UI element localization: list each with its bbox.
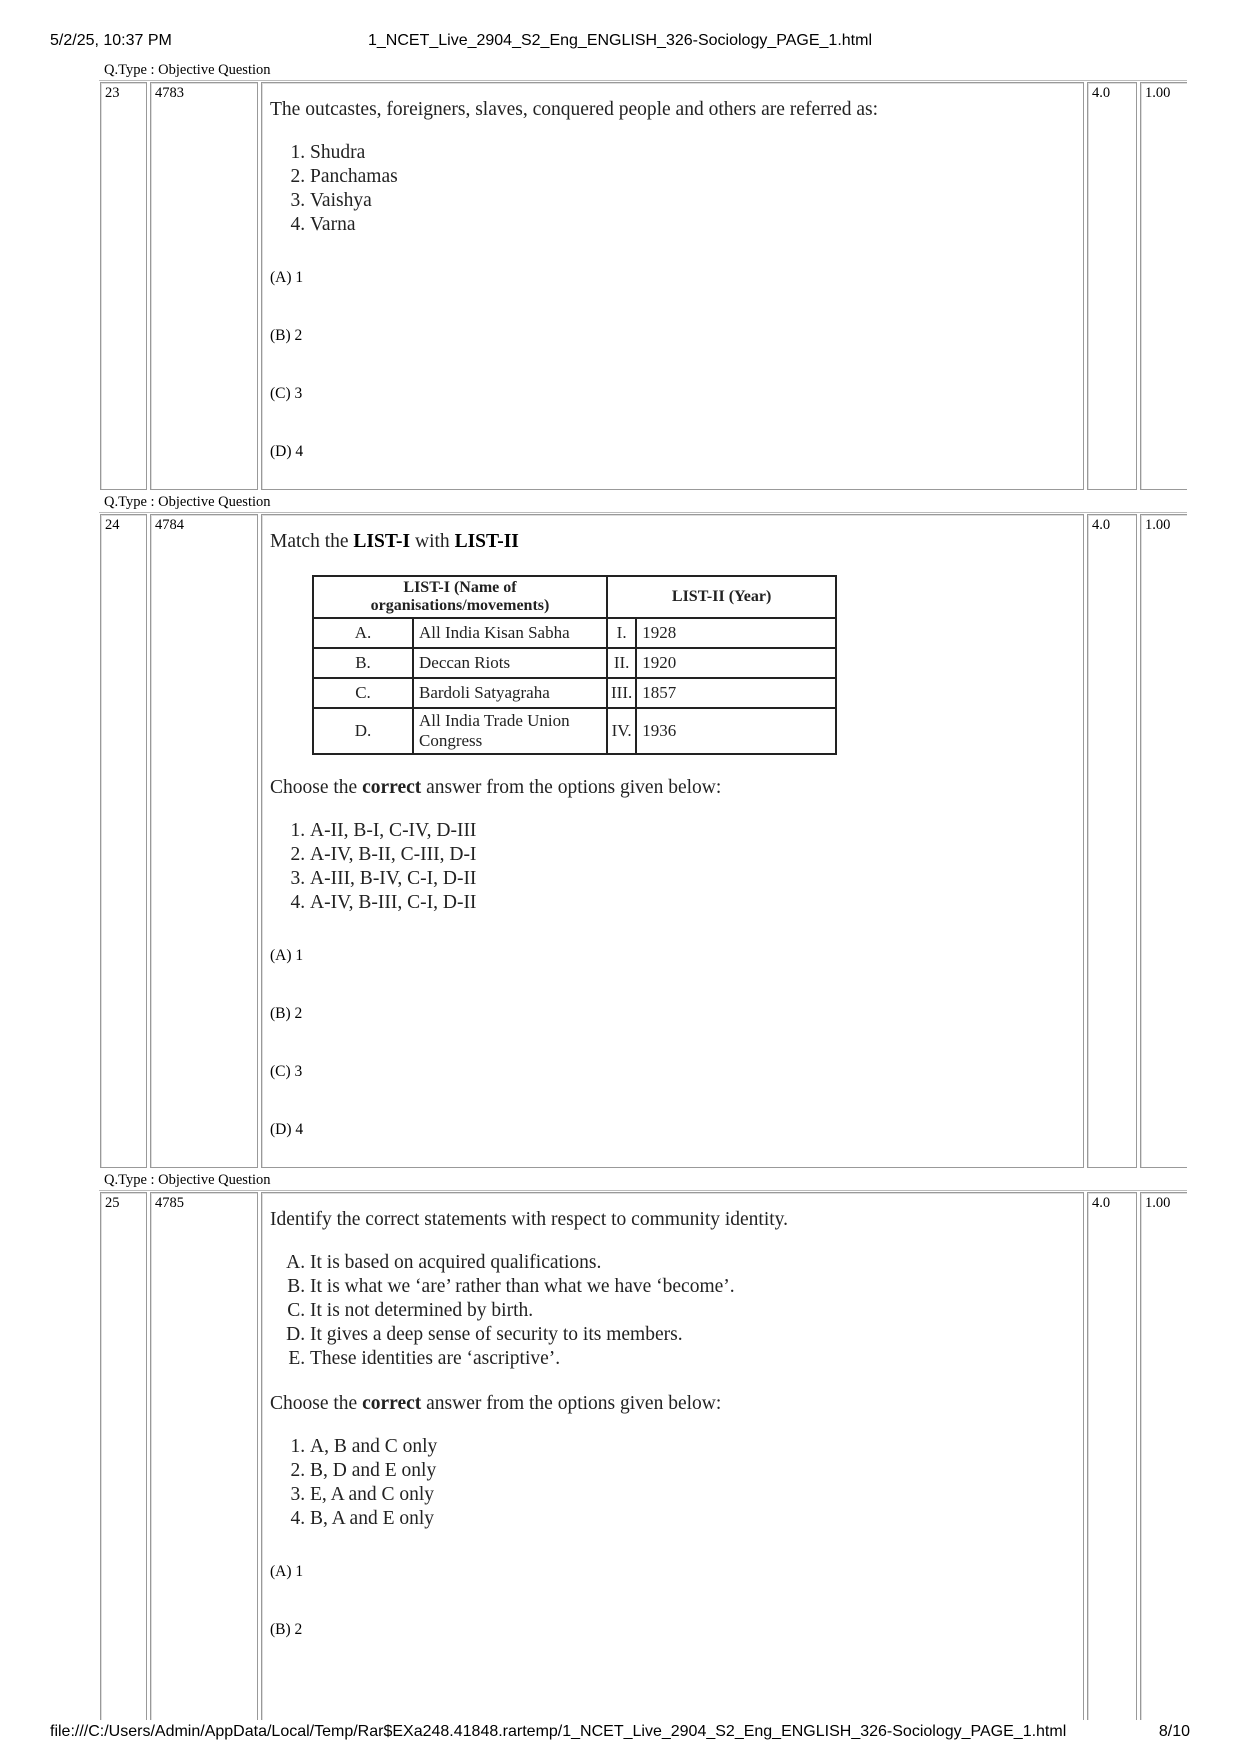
option-item: 4. A-IV, B-III, C-I, D-II: [310, 891, 1075, 915]
question-cell: [261, 82, 1084, 490]
option-item: 1. Shudra: [310, 141, 1075, 165]
statement-item: A. It is based on acquired qualifications.: [310, 1251, 1075, 1275]
marks-cell: [1087, 1192, 1137, 1720]
option-item: 3. Vaishya: [310, 189, 1075, 213]
table-row: C. Bardoli Satyagraha III. 1857: [313, 678, 836, 708]
option-item: 4. Varna: [310, 213, 1075, 237]
statement-item: E. These identities are ‘ascriptive’.: [310, 1347, 1075, 1371]
serial-cell: [100, 1192, 147, 1720]
serial-number: 25: [105, 1195, 120, 1211]
instruction-text: Choose the correct answer from the options given below:: [270, 777, 722, 798]
qtype-label: Q.Type : Objective Question: [104, 492, 1187, 512]
question-body: [270, 83, 1075, 461]
answer-choice: (A) 1: [270, 269, 304, 286]
option-item: 3. E, A and C only: [310, 1483, 1075, 1507]
marks-value: 4.0: [1092, 85, 1111, 101]
table-row: D. All India Trade Union Congress IV. 1936: [313, 708, 836, 754]
serial-cell: [100, 82, 147, 490]
question-text: Match the LIST-I with LIST-II: [270, 531, 519, 552]
serial-number: 24: [105, 517, 120, 533]
option-item: 3. A-III, B-IV, C-I, D-II: [310, 867, 1075, 891]
option-item: 4. B, A and E only: [310, 1507, 1075, 1531]
match-table: [312, 575, 837, 755]
option-item: 2. B, D and E only: [310, 1459, 1075, 1483]
statement-item: C. It is not determined by birth.: [310, 1299, 1075, 1323]
question-cell: [261, 514, 1084, 1168]
serial-number: 23: [105, 85, 120, 101]
option-item: 2. Panchamas: [310, 165, 1075, 189]
negative-marks-value: 1.00: [1145, 1195, 1171, 1211]
marks-cell: [1087, 514, 1137, 1168]
table-row: B. Deccan Riots II. 1920: [313, 648, 836, 678]
question-text: The outcastes, foreigners, slaves, conquered people and others are referred as:: [270, 99, 879, 120]
question-paper: [99, 60, 1187, 1720]
question-body: [270, 1193, 1075, 1639]
answer-choice: (D) 4: [270, 443, 304, 460]
question-id: 4785: [155, 1195, 184, 1211]
statement-item: B. It is what we ‘are’ rather than what we have ‘become’.: [310, 1275, 1075, 1299]
question-body: [270, 515, 1075, 1139]
option-list: [270, 1435, 1075, 1531]
qtype-label: Q.Type : Objective Question: [104, 60, 1187, 80]
question-cell: [261, 1192, 1084, 1720]
file-path: file:///C:/Users/Admin/AppData/Local/Temp/Rar$EXa248.41848.rartemp/1_NCET_Live_2904_S2_Eng_ENGLISH_326-Sociology_PAGE_1.html: [50, 1723, 1067, 1740]
answer-choice: (B) 2: [270, 1005, 303, 1022]
answer-choice: (B) 2: [270, 1621, 303, 1638]
marks-cell: [1087, 82, 1137, 490]
answer-choice: (D) 4: [270, 1121, 304, 1138]
statement-list: [270, 1251, 1075, 1371]
list-i-header: LIST-I (Name of organisations/movements): [313, 576, 607, 618]
page-number: 8/10: [1158, 1723, 1190, 1740]
option-item: 1. A, B and C only: [310, 1435, 1075, 1459]
marks-value: 4.0: [1092, 1195, 1111, 1211]
negative-marks-cell: [1140, 82, 1187, 490]
option-item: 1. A-II, B-I, C-IV, D-III: [310, 819, 1075, 843]
table-row: A. All India Kisan Sabha I. 1928: [313, 618, 836, 648]
print-title: 1_NCET_Live_2904_S2_Eng_ENGLISH_326-Sociology_PAGE_1.html: [367, 32, 872, 49]
answer-choice: (C) 3: [270, 1063, 303, 1080]
answer-choice: (C) 3: [270, 385, 303, 402]
option-list: [270, 141, 1075, 237]
negative-marks-value: 1.00: [1145, 517, 1171, 533]
qtype-label: Q.Type : Objective Question: [104, 1170, 1187, 1190]
negative-marks-value: 1.00: [1145, 85, 1171, 101]
question-id: 4783: [155, 85, 184, 101]
print-datetime: 5/2/25, 10:37 PM: [50, 32, 172, 49]
answer-choice: (A) 1: [270, 947, 304, 964]
question-id-cell: [150, 82, 258, 490]
list-ii-header: LIST-II (Year): [607, 576, 836, 618]
question-text: Identify the correct statements with respect to community identity.: [270, 1209, 789, 1230]
answer-choice: (A) 1: [270, 1563, 304, 1580]
negative-marks-cell: [1140, 514, 1187, 1168]
serial-cell: [100, 514, 147, 1168]
instruction-text: Choose the correct answer from the options given below:: [270, 1393, 722, 1414]
option-item: 2. A-IV, B-II, C-III, D-I: [310, 843, 1075, 867]
negative-marks-cell: [1140, 1192, 1187, 1720]
option-list: [270, 819, 1075, 915]
question-id-cell: [150, 1192, 258, 1720]
marks-value: 4.0: [1092, 517, 1111, 533]
answer-choice: (B) 2: [270, 327, 303, 344]
statement-item: D. It gives a deep sense of security to its members.: [310, 1323, 1075, 1347]
question-id-cell: [150, 514, 258, 1168]
question-id: 4784: [155, 517, 184, 533]
